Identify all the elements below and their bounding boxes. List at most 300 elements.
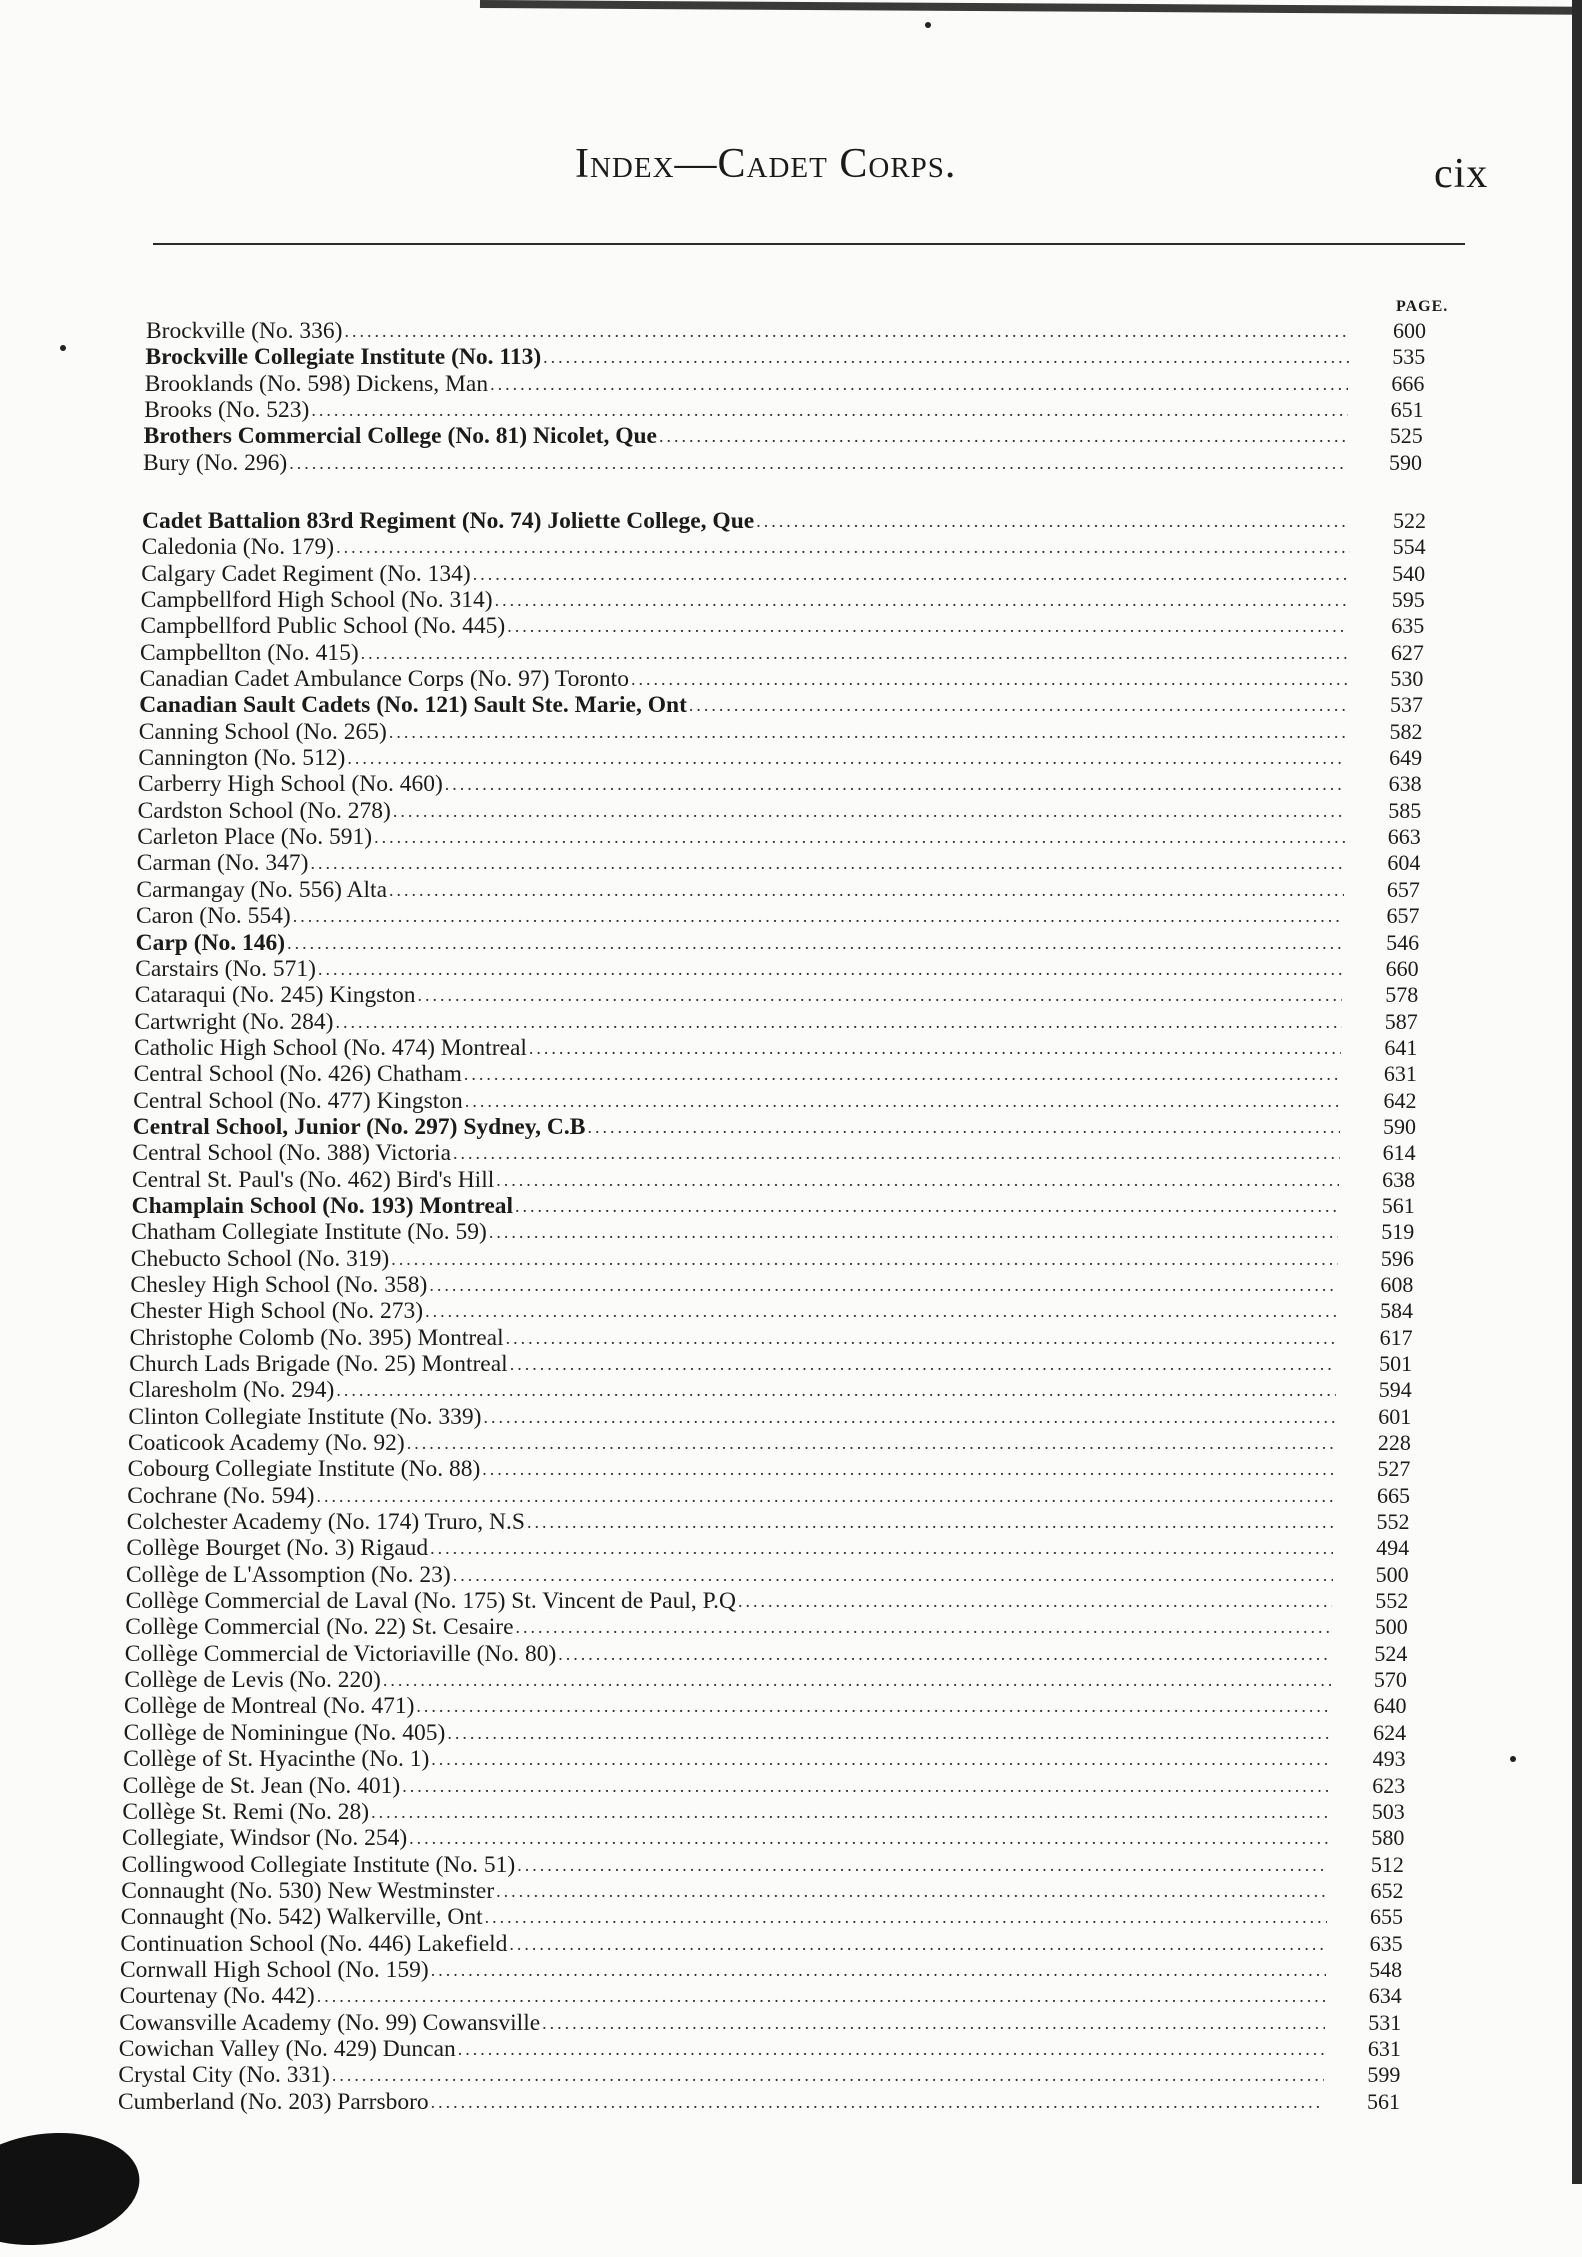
index-entry [0, 1983, 1582, 2009]
index-entry-leader [138, 771, 1352, 797]
index-entry-name: Brooklands (No. 598) Dickens, Man [144, 370, 489, 397]
index-entry-leader [143, 450, 1352, 476]
index-entry-name: Campbellton (No. 415) [140, 639, 359, 666]
dot-leader [631, 666, 1347, 692]
index-entry-name: Cornwall High School (No. 159) [120, 1956, 429, 1983]
index-entry-page: 660 [1385, 955, 1419, 981]
index-entry [0, 1720, 1582, 1746]
header-rule [153, 243, 1465, 245]
dot-leader [465, 1088, 1341, 1114]
index-entry-leader [140, 666, 1354, 692]
index-entry-page: 535 [1392, 344, 1426, 370]
index-entry-leader [138, 745, 1352, 771]
dot-leader [371, 1799, 1329, 1825]
index-entry-name: Church Lads Brigade (No. 25) Montreal [129, 1351, 508, 1377]
dot-leader [484, 1404, 1336, 1430]
dot-leader [425, 1298, 1337, 1324]
index-entry [0, 344, 1582, 370]
index-entry-page: 503 [1371, 1798, 1405, 1824]
index-entry [0, 1404, 1582, 1430]
index-entry-name: Collège Commercial (No. 22) St. Cesaire [125, 1614, 514, 1641]
index-entry-name: Cannington (No. 512) [138, 745, 346, 772]
index-entry [0, 1167, 1582, 1193]
dot-leader [510, 1351, 1336, 1377]
scan-corner-shadow [0, 2121, 147, 2256]
index-entry-page: 641 [1384, 1034, 1418, 1060]
dot-leader [453, 1562, 1333, 1588]
index-entry-leader [120, 1931, 1332, 1957]
index-entry-leader [139, 719, 1353, 745]
index-entry-name: Collège de Levis (No. 220) [124, 1667, 381, 1694]
index-entry-name: Brooks (No. 523) [144, 397, 310, 424]
dot-leader [389, 877, 1344, 903]
index-entry-page: 655 [1370, 1904, 1404, 1930]
index-entry-leader [118, 2089, 1330, 2115]
index-entry-leader [124, 1720, 1336, 1746]
index-entry-page: 594 [1378, 1377, 1412, 1403]
dot-leader [391, 1246, 1338, 1272]
index-entry-page: 631 [1367, 2035, 1401, 2061]
dot-leader [316, 1483, 1333, 1509]
index-entry-leader [127, 1483, 1340, 1509]
index-entry-name: Carleton Place (No. 591) [137, 824, 373, 851]
index-entry-page: 580 [1371, 1825, 1405, 1851]
index-entry-name: Cartwright (No. 284) [134, 1008, 334, 1035]
page-title: Index—Cadet Corps. [575, 141, 957, 187]
index-entry-page: 524 [1374, 1640, 1408, 1666]
dot-leader [485, 1904, 1327, 1930]
index-entry-page: 582 [1389, 718, 1423, 744]
index-entry [0, 640, 1582, 666]
index-entry-name: Brothers Commercial College (No. 81) Nicolet, Que [143, 423, 657, 450]
index-entry-page: 552 [1375, 1588, 1409, 1614]
index-entry-leader [133, 1114, 1346, 1140]
dot-leader [287, 930, 1343, 956]
index-entry-name: Collège St. Remi (No. 28) [122, 1798, 370, 1825]
index-entry-name: Caledonia (No. 179) [141, 534, 335, 561]
index-entry-page: 500 [1375, 1561, 1409, 1587]
index-entry-page: 522 [1393, 508, 1426, 533]
index-entry [0, 1483, 1582, 1509]
index-entry [0, 1430, 1582, 1456]
index-entry-leader [125, 1614, 1338, 1640]
dot-leader [407, 1430, 1335, 1456]
index-entry-name: Central St. Paul's (No. 462) Bird's Hill [132, 1166, 495, 1193]
index-entry [0, 2062, 1582, 2088]
index-entry-page: 666 [1391, 370, 1425, 396]
scan-speck [925, 22, 931, 28]
index-entry-name: Collège de L'Assomption (No. 23) [126, 1561, 451, 1588]
index-entry-name: Courtenay (No. 442) [119, 1983, 315, 2010]
index-entry [0, 318, 1582, 344]
index-entry-page: 548 [1369, 1956, 1403, 1982]
index-entry-name: Central School (No. 477) Kingston [133, 1087, 463, 1114]
index-entry-page: 634 [1368, 1983, 1402, 2009]
dot-leader [361, 640, 1348, 666]
index-entry [0, 1746, 1582, 1772]
index-entry-page: 561 [1367, 2088, 1400, 2114]
index-entry-page: 640 [1373, 1693, 1407, 1719]
index-entry-leader [121, 1904, 1333, 1930]
index-entry-page: 600 [1393, 318, 1426, 343]
index-entry-leader [122, 1799, 1334, 1825]
dot-leader [431, 1957, 1326, 1983]
dot-leader [389, 719, 1347, 745]
index-entry-page: 512 [1370, 1851, 1404, 1877]
index-entry [0, 561, 1582, 587]
dot-leader [430, 1535, 1333, 1561]
index-entry-page: 500 [1374, 1614, 1408, 1640]
dot-leader [335, 1009, 1341, 1035]
index-entry-leader [130, 1325, 1343, 1351]
index-entry-page: 657 [1386, 876, 1420, 902]
index-entry-name: Collège de Nominingue (No. 405) [123, 1719, 446, 1746]
dot-leader [416, 1693, 1330, 1719]
index-entry-name: Catholic High School (No. 474) Montreal [134, 1034, 527, 1061]
index-entry-leader [129, 1351, 1342, 1377]
index-entry-leader [124, 1693, 1337, 1719]
index-entry-name: Canadian Cadet Ambulance Corps (No. 97) Toronto [139, 666, 629, 693]
index-entry [0, 534, 1582, 560]
index-entry-name: Clinton Collegiate Institute (No. 339) [128, 1403, 482, 1430]
index-entry-name: Claresholm (No. 294) [128, 1377, 335, 1404]
index-entry-page: 604 [1387, 850, 1421, 876]
index-entry-leader [142, 534, 1356, 560]
index-entry-page: 530 [1390, 666, 1424, 692]
index-entry [0, 508, 1582, 534]
index-entry [0, 1509, 1582, 1535]
index-entry-name: Collège Bourget (No. 3) Rigaud [126, 1535, 429, 1562]
index-entry-leader [118, 2062, 1330, 2088]
index-entry-leader [134, 1009, 1347, 1035]
dot-leader [447, 1720, 1330, 1746]
index-entry [0, 956, 1582, 982]
index-entry-leader [136, 930, 1349, 956]
index-entry-name: Collège de Montreal (No. 471) [124, 1693, 415, 1720]
index-entry [0, 1219, 1582, 1245]
index-group-c [0, 508, 1582, 2115]
index-entry [0, 2089, 1582, 2115]
dot-leader [293, 903, 1344, 929]
index-entry-page: 590 [1389, 449, 1422, 475]
index-entry-page: 663 [1387, 824, 1421, 850]
index-entry-leader [128, 1404, 1341, 1430]
index-entry-leader [128, 1456, 1341, 1482]
index-entry-leader [121, 1878, 1333, 1904]
index-entry-name: Collège of St. Hyacinthe (No. 1) [123, 1746, 430, 1773]
dot-leader [332, 2062, 1325, 2088]
index-entry-page: 587 [1384, 1008, 1418, 1034]
index-entry-page: 554 [1392, 534, 1426, 560]
index-entry-leader [136, 903, 1350, 929]
index-entry [0, 903, 1582, 929]
index-entry-leader [124, 1667, 1337, 1693]
dot-leader [445, 771, 1346, 797]
index-entry-leader [134, 1035, 1347, 1061]
index-entry [0, 1009, 1582, 1035]
index-entry-name: Collège de St. Jean (No. 401) [122, 1772, 401, 1799]
index-entry [0, 1957, 1582, 1983]
index-entry-page: 570 [1373, 1667, 1407, 1693]
index-entry-page: 638 [1388, 771, 1422, 797]
index-entry-leader [120, 1983, 1332, 2009]
index-entry-leader [131, 1219, 1344, 1245]
index-entry [0, 2010, 1582, 2036]
index-entry-leader [140, 640, 1354, 666]
index-entry-leader [137, 824, 1351, 850]
index-entry-page: 596 [1380, 1245, 1414, 1271]
dot-leader [517, 1852, 1328, 1878]
index-entry [0, 1535, 1582, 1561]
index-entry [0, 1614, 1582, 1640]
index-entry [0, 613, 1582, 639]
index-entry-leader [120, 1957, 1332, 1983]
dot-leader [409, 1825, 1328, 1851]
index-entry [0, 1088, 1582, 1114]
index-entry-page: 552 [1376, 1509, 1410, 1535]
dot-leader [310, 850, 1344, 876]
index-entry-leader [130, 1272, 1343, 1298]
index-entry-name: Carstairs (No. 571) [135, 955, 316, 982]
index-entry [0, 930, 1582, 956]
index-entry-page: 651 [1390, 397, 1424, 423]
dot-leader [453, 1140, 1340, 1166]
index-entry-name: Crystal City (No. 331) [118, 2062, 330, 2089]
dot-leader [516, 1614, 1332, 1640]
index-entry-name: Central School (No. 426) Chatham [133, 1061, 462, 1088]
index-entry-leader [145, 344, 1355, 370]
index-entry-leader [122, 1825, 1334, 1851]
index-entry-page: 595 [1391, 587, 1425, 613]
index-entry [0, 666, 1582, 692]
index-entry-leader [126, 1535, 1339, 1561]
index-entry [0, 1377, 1582, 1403]
index-entry-leader [139, 692, 1353, 718]
index-entry-page: 642 [1383, 1087, 1417, 1113]
index-entry [0, 1298, 1582, 1324]
index-entry-leader [134, 1061, 1347, 1087]
index-entry-page: 519 [1381, 1219, 1415, 1245]
index-entry-page: 540 [1392, 560, 1426, 586]
index-entry-name: Caron (No. 554) [136, 903, 291, 930]
index-entry-leader [132, 1193, 1345, 1219]
index-entry-name: Continuation School (No. 446) Lakefield [120, 1930, 508, 1957]
index-entry-leader [133, 1088, 1346, 1114]
index-entry-name: Campbellford High School (No. 314) [140, 587, 493, 614]
index-entry [0, 423, 1582, 449]
index-entry-name: Cardston School (No. 278) [137, 797, 391, 824]
index-entry-page: 531 [1368, 2009, 1402, 2035]
index-entry [0, 745, 1582, 771]
index-entry-name: Connaught (No. 530) New Westminster [121, 1877, 495, 1904]
index-entry-leader [128, 1430, 1341, 1456]
index-entry-page: 657 [1386, 903, 1420, 929]
index-entry-name: Carmangay (No. 556) Alta [136, 876, 387, 903]
dot-leader [496, 1878, 1327, 1904]
index-entry-page: 649 [1389, 745, 1423, 771]
dot-leader [464, 1061, 1341, 1087]
index-entry-page: 631 [1383, 1061, 1417, 1087]
index-entry-name: Chatham Collegiate Institute (No. 59) [131, 1219, 487, 1246]
index-entry-page: 228 [1377, 1430, 1411, 1456]
index-entry [0, 1667, 1582, 1693]
dot-leader [317, 1983, 1326, 2009]
index-entry [0, 1562, 1582, 1588]
index-entry-page: 599 [1367, 2062, 1401, 2088]
index-entry-name: Cowichan Valley (No. 429) Duncan [118, 2035, 456, 2062]
index-entry-leader [129, 1377, 1342, 1403]
index-entry-leader [126, 1562, 1339, 1588]
index-entry-name: Carberry High School (No. 460) [138, 771, 443, 798]
index-entry [0, 850, 1582, 876]
index-entry-name: Coaticook Academy (No. 92) [128, 1430, 405, 1457]
index-entry-page: 527 [1377, 1456, 1411, 1482]
index-entry [0, 1773, 1582, 1799]
index-entry [0, 1693, 1582, 1719]
index-entry-leader [132, 1167, 1345, 1193]
dot-leader [347, 745, 1346, 771]
index-entry-page: 624 [1373, 1719, 1407, 1745]
index-entry [0, 1272, 1582, 1298]
dot-leader [344, 318, 1350, 344]
index-entry-page: 494 [1376, 1535, 1410, 1561]
index-entry [0, 1904, 1582, 1930]
index-entry [0, 1852, 1582, 1878]
index-entry-leader [146, 318, 1356, 344]
index-entry-leader [123, 1746, 1335, 1772]
index-entry-leader [144, 423, 1353, 449]
index-entry-page: 652 [1370, 1877, 1404, 1903]
index-entry-name: Christophe Colomb (No. 395) Montreal [129, 1324, 504, 1351]
index-entry [0, 371, 1582, 397]
index-entry-leader [141, 561, 1355, 587]
dot-leader [515, 1193, 1339, 1219]
index-entry [0, 450, 1582, 476]
index-entry [0, 798, 1582, 824]
dot-leader [527, 1509, 1334, 1535]
dot-leader [659, 423, 1347, 449]
index-entry [0, 1351, 1582, 1377]
dot-leader [431, 1746, 1329, 1772]
dot-leader [311, 397, 1347, 423]
index-entry [0, 1878, 1582, 1904]
dot-leader [529, 1035, 1341, 1061]
index-entry-page: 635 [1369, 1930, 1403, 1956]
index-entry-name: Central School (No. 388) Victoria [132, 1140, 451, 1167]
index-entry-name: Brockville (No. 336) [146, 318, 343, 344]
index-entry-name: Collège Commercial de Victoriaville (No. 80) [124, 1640, 557, 1667]
index-entry [0, 1456, 1582, 1482]
dot-leader [543, 344, 1349, 370]
index-entry [0, 771, 1582, 797]
index-entry [0, 1140, 1582, 1166]
dot-leader [289, 450, 1346, 476]
index-entry-page: 584 [1380, 1298, 1413, 1324]
index-entry [0, 1193, 1582, 1219]
index-entry-leader [132, 1140, 1345, 1166]
index-entry-page: 638 [1382, 1166, 1416, 1192]
index-entry [0, 692, 1582, 718]
index-entry [0, 982, 1582, 1008]
index-entry-name: Connaught (No. 542) Walkerville, Ont [120, 1904, 483, 1931]
index-entry-page: 585 [1388, 797, 1422, 823]
index-entry-leader [145, 371, 1355, 397]
dot-leader [402, 1773, 1329, 1799]
dot-leader [482, 1456, 1334, 1482]
dot-leader [431, 2089, 1324, 2115]
dot-leader [558, 1641, 1331, 1667]
dot-leader [374, 824, 1345, 850]
index-entry-leader [127, 1509, 1340, 1535]
dot-leader [509, 1931, 1326, 1957]
dot-leader [383, 1667, 1331, 1693]
index-entry-page: 665 [1376, 1482, 1410, 1508]
dot-leader [496, 1167, 1339, 1193]
index-group-b [0, 318, 1582, 476]
index-entry-page: 614 [1382, 1140, 1416, 1166]
index-entry [0, 1799, 1582, 1825]
index-entry-page: 608 [1380, 1271, 1414, 1297]
dot-leader [336, 534, 1349, 560]
index-entry [0, 1641, 1582, 1667]
scan-top-edge [480, 0, 1582, 15]
index-entry-page: 578 [1385, 982, 1419, 1008]
index-entry-name: Canning School (No. 265) [138, 718, 387, 745]
index-entry-leader [141, 587, 1355, 613]
index-entry-name: Carman (No. 347) [136, 850, 309, 877]
index-entry-name: Chester High School (No. 273) [130, 1298, 424, 1325]
index-entry-leader [142, 508, 1356, 534]
index-entry-name: Colchester Academy (No. 174) Truro, N.S [126, 1509, 525, 1536]
index-entry-leader [144, 397, 1353, 423]
index-entry [0, 1588, 1582, 1614]
index-entry-page: 546 [1386, 929, 1420, 955]
index-entry-name: Champlain School (No. 193) Montreal [131, 1192, 514, 1219]
dot-leader [473, 561, 1349, 587]
index-entry-page: 627 [1390, 639, 1424, 665]
index-entry [0, 587, 1582, 613]
index-entry-leader [140, 613, 1354, 639]
index-entry-name: Cadet Battalion 83rd Regiment (No. 74) Joliette College, Que [142, 508, 755, 534]
dot-leader [738, 1588, 1332, 1614]
index-entry [0, 1825, 1582, 1851]
index-entry [0, 1035, 1582, 1061]
dot-leader [393, 798, 1345, 824]
index-entry-name: Collingwood Collegiate Institute (No. 51) [121, 1851, 516, 1878]
index-entry [0, 1325, 1582, 1351]
page-number: cix [1434, 151, 1489, 197]
index-entry-page: 537 [1389, 692, 1423, 718]
index-entry-name: Bury (No. 296) [143, 449, 288, 476]
index-entry-leader [137, 850, 1351, 876]
index-entry-leader [122, 1852, 1334, 1878]
index-entry-leader [125, 1641, 1338, 1667]
index-entry-name: Calgary Cadet Regiment (No. 134) [141, 560, 471, 587]
index-entry-page: 623 [1372, 1772, 1406, 1798]
index-entry-name: Cataraqui (No. 245) Kingston [134, 982, 416, 1009]
index-entry-page: 617 [1379, 1324, 1413, 1350]
dot-leader [507, 613, 1348, 639]
index-entry [0, 719, 1582, 745]
index-entry-name: Collegiate, Windsor (No. 254) [122, 1825, 408, 1852]
index-entry-page: 635 [1391, 613, 1425, 639]
index-entry-page: 525 [1389, 423, 1423, 449]
dot-leader [318, 956, 1343, 982]
index-entry-name: Carp (No. 146) [135, 929, 286, 956]
index-entry-leader [131, 1246, 1344, 1272]
dot-leader [458, 2036, 1325, 2062]
index-entry [0, 1061, 1582, 1087]
